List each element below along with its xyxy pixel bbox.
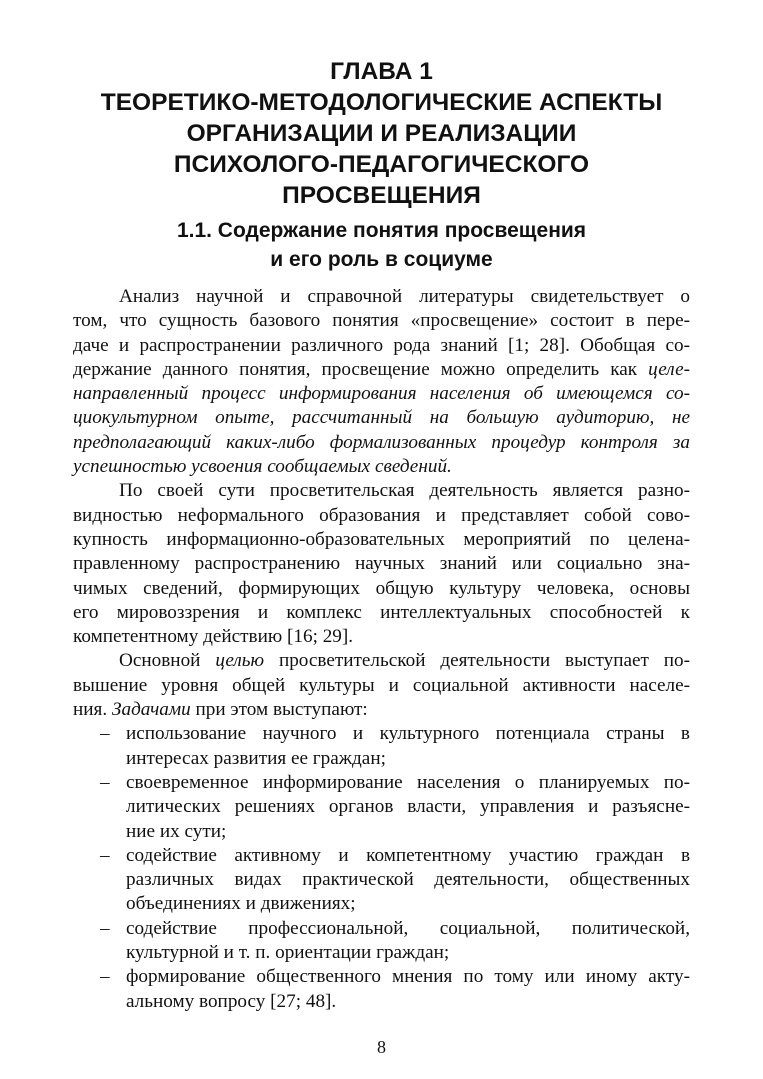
text-line <box>73 698 690 722</box>
text-line: правленному распространению научных знаний или социально зна- <box>73 553 690 575</box>
text-line: альному вопросу [27; 48]. <box>126 990 337 1012</box>
text-line: чимых сведений, формирующих общую культуру человека, основы <box>73 577 690 599</box>
chapter-title-line: ТЕОРЕТИКО-МЕТОДОЛОГИЧЕСКИЕ АСПЕКТЫ <box>100 89 663 116</box>
text-line: объединениях и движениях; <box>126 893 356 915</box>
list-item <box>73 917 690 966</box>
list-dash: – <box>100 771 110 793</box>
text-fragment: ния. <box>73 699 108 721</box>
text-line: формирование общественного мнения по тому или иному акту- <box>126 966 690 988</box>
section-title-line: и его роль в социуме <box>270 248 493 271</box>
text-fragment: просветительской деятельности выступает по- <box>278 650 691 672</box>
list-dash: – <box>100 917 110 939</box>
task-list <box>73 722 690 1014</box>
text-line: содействие активному и компетентному участию граждан в <box>126 844 690 866</box>
text-line: использование научного и культурного потенциала страны в <box>126 723 690 745</box>
text-fragment: держание данного понятия, просвещение можно определить как <box>73 358 638 380</box>
text-line: даче и распространении различного рода знаний [1; 28]. Обобщая со- <box>73 334 690 356</box>
italic-line: предполагающий каких-либо формализованных процедур контроля за <box>73 431 690 453</box>
text-line: различных видах практической деятельности, общественных <box>126 869 690 891</box>
italic-fragment: целе- <box>648 358 690 380</box>
list-item <box>73 844 690 917</box>
text-line: содействие профессиональной, социальной, политической, <box>126 917 690 939</box>
list-dash: – <box>100 844 110 866</box>
italic-fragment: Задачами <box>111 699 191 721</box>
text-line: интересах развития ее граждан; <box>126 747 386 769</box>
italic-line: успешностью усвоения сообщаемых сведений. <box>73 456 452 478</box>
italic-line: циокультурном опыте, рассчитанный на большую аудиторию, не <box>73 407 690 429</box>
chapter-title-line: ПРОСВЕЩЕНИЯ <box>282 182 481 209</box>
italic-line: направленный процесс информирования населения об имеющемся со- <box>73 383 690 405</box>
list-item <box>73 771 690 844</box>
paragraph-3 <box>73 649 690 722</box>
text-line: ние их сути; <box>126 820 227 842</box>
list-dash: – <box>100 723 110 745</box>
body-text <box>73 285 690 1014</box>
list-item <box>73 722 690 771</box>
text-line: По своей сути просветительская деятельность является разно- <box>119 480 690 502</box>
text-line: видностью неформального образования и представляет собой сово- <box>73 504 690 526</box>
text-line: компетентному действию [16; 29]. <box>73 626 354 648</box>
text-fragment: при этом выступают: <box>195 699 368 721</box>
page-number: 8 <box>377 1037 386 1057</box>
text-line: том, что сущность базового понятия «просвещение» состоит в пере- <box>73 310 690 332</box>
text-line: Анализ научной и справочной литературы свидетельствует о <box>119 286 690 307</box>
paragraph-1 <box>73 285 690 479</box>
text-line <box>73 358 690 382</box>
text-line: литических решениях органов власти, управления и разъясне- <box>126 796 690 818</box>
text-line: его мировоззрения и комплекс интеллектуальных способностей к <box>73 601 690 623</box>
chapter-heading <box>60 56 703 211</box>
text-fragment: Основной <box>119 650 201 672</box>
chapter-title-line: ПСИХОЛОГО-ПЕДАГОГИЧЕСКОГО <box>173 151 590 178</box>
section-title-line: 1.1. Содержание понятия просвещения <box>176 219 587 242</box>
list-dash: – <box>100 966 110 988</box>
paragraph-2 <box>73 479 690 649</box>
text-line <box>73 649 690 673</box>
list-item <box>73 965 690 1014</box>
text-line: вышение уровня общей культуры и социальной активности населе- <box>73 674 690 696</box>
text-line: купность информационно-образовательных мероприятий по целена- <box>73 528 690 550</box>
chapter-number: ГЛАВА 1 <box>330 58 433 85</box>
chapter-title-line: ОРГАНИЗАЦИИ И РЕАЛИЗАЦИИ <box>186 120 577 147</box>
text-line: культурной и т. п. ориентации граждан; <box>126 942 450 964</box>
italic-fragment: целью <box>215 650 265 672</box>
section-heading <box>60 216 703 274</box>
text-line: своевременное информирование населения о планируемых по- <box>126 771 690 793</box>
